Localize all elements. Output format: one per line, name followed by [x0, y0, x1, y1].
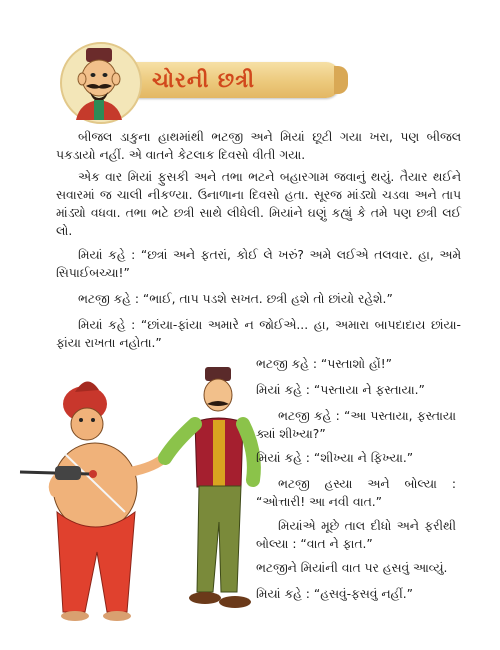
page-title: ચોરની છત્રી [152, 68, 256, 92]
paragraph-4: ભટજી કહે : “ભાઈ, તાપ પડશે સખત. છત્રી હશે તો છાંયો રહેશે.” [78, 292, 393, 306]
story-illustration [15, 362, 275, 632]
dialogue-1: ભટજી કહે : “પસ્તાશો હોં!” [256, 357, 393, 371]
dialogue-3: ભટજી કહે : “આ પસ્તાયા, ફસ્તાયા ક્યાં શીખ્યા?” [256, 409, 456, 441]
paragraph-1: બીજલ ડાકુના હાથમાંથી ભટજી અને મિયાં છૂટી ગયા ખરા, પણ બીજલ પકડાયો નહીં. એ વાતને કેટલાક દિવસો વીતી ગયા. [56, 130, 461, 162]
title-banner [60, 42, 300, 120]
dialogue-7: ભટજીને મિયાંની વાત પર હસવું આવ્યું. [256, 561, 448, 575]
paragraph-3: મિયાં કહે : “છત્રાં અને ફતરાં, કોઈ લે ખરું? અમે લઈએ તલવાર. હા, અમે સિપાઈબચ્ચા!” [56, 248, 461, 280]
character-head-icon [60, 42, 138, 120]
paragraph-2: એક વાર મિયાં ફુસકી અને તભા ભટને બહારગામ જવાનું થયું. તૈયાર થઈને સવારમાં જ ચાલી નીકળ્યા. ઉનાળાના દિવસો હતા. સૂરજ માંડ્યો ચડવા અને તાપ માંડ્યો વધવા. તભા ભટે છત્રી સાથે લીધેલી. મિયાંને ઘણું કહ્યું કે તમે પણ છત્રી લઈ લો. [56, 170, 461, 238]
dialogue-8: મિયાં કહે : “હસવું-ફસવું નહીં.” [256, 587, 414, 601]
miyan-figure [165, 367, 254, 608]
bhatji-figure [20, 381, 165, 621]
dialogue-4: મિયાં કહે : “શીખ્યા ને ફિખ્યા.” [256, 451, 414, 465]
dialogue-6: મિયાંએ મૂછે તાલ દીધો અને ફરીથી બોલ્યા : “વાત ને ફાત.” [256, 519, 456, 551]
dialogue-2: મિયાં કહે : “પસ્તાયા ને ફસ્તાયા.” [256, 383, 425, 397]
paragraph-5: મિયાં કહે : “છાંયા-ફાંયા અમારે ન જોઈએ... હા, અમારા બાપદાદાય છાંયા-ફાંયા રાખતા નહોતા.” [56, 318, 461, 350]
dialogue-5: ભટજી હસ્યા અને બોલ્યા : “ઓત્તારી! આ નવી વાત.” [256, 477, 456, 509]
